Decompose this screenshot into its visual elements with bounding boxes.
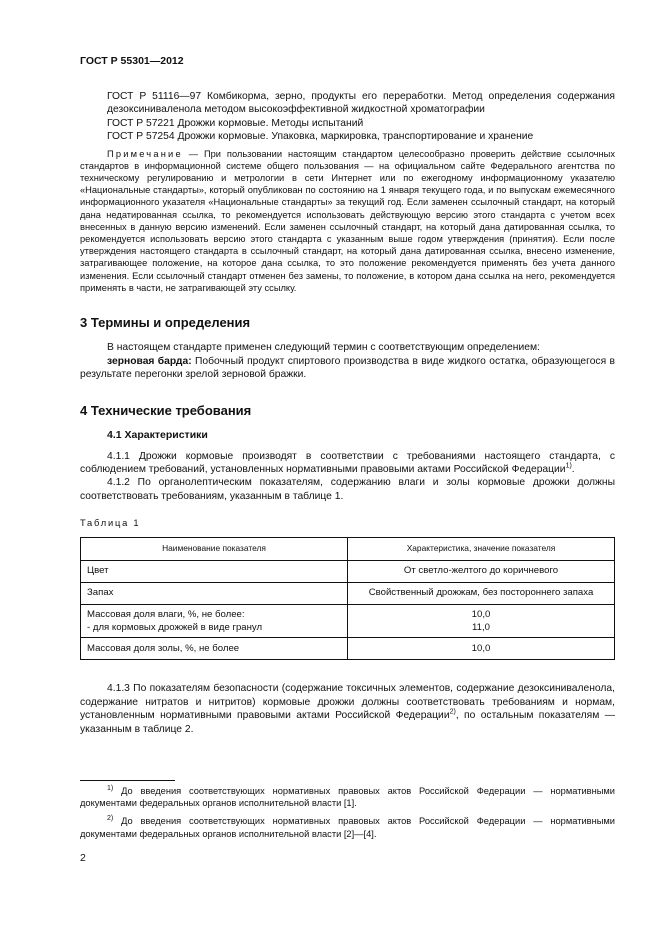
term-name: зерновая барда: — [107, 355, 192, 367]
footnote-1: $^{1)}$ До введения соответствующих нормативных правовых актов Российской Федерации — нормативными документами федеральных органов исполнительной власти [1]. — [80, 784, 615, 809]
document-body — [80, 90, 615, 736]
section-3-intro: В настоящем стандарте применен следующий термин с соответствующим определением: — [107, 342, 540, 354]
paragraph-4-1-1: 4.1.1 Дрожжи кормовые производят в соответствии с требованиями настоящего стандарта, с соблюдением требований, установленных нормативными правовыми актами Российской Федерации$^{1)}$. — [80, 450, 615, 475]
note-paragraph — [80, 148, 615, 294]
table-header-row — [81, 537, 615, 560]
table-row — [81, 638, 615, 660]
table-cell-name: Цвет — [81, 560, 348, 582]
document-header: ГОСТ Р 55301—2012 — [80, 55, 184, 67]
footnote-ref-1[interactable]: 1) — [565, 462, 572, 470]
column-header-name: Наименование показателя — [81, 537, 348, 560]
column-header-value: Характеристика, значение показателя — [348, 537, 615, 560]
table-cell-name: Массовая доля золы, %, не более — [81, 638, 348, 660]
subsection-4-1-heading: 4.1 Характеристики — [107, 429, 208, 442]
reference-gost-57254: ГОСТ Р 57254 Дрожжи кормовые. Упаковка, маркировка, транспортирование и хранение — [107, 131, 534, 143]
table-cell-value: 10,0 — [348, 638, 615, 660]
term-definition — [80, 355, 615, 382]
note-text: — При пользовании настоящим стандартом целесообразно проверить действие ссылочных стандартов в информационной системе общего пользования — на официальном сайте Федерального агентства по техническому регулированию и метрологии в сети Интернет или по ежегодному информационному указателю «Национальные стандарты», который опубликован по состоянию на 1 января текущего года, и по выпускам ежемесячного информационного указателя «Национальные стандарты» за текущий год. Если заменен ссылочный стандарт, на который дана недатированная ссылка, то рекомендуется использовать действующую версию этого стандарта с учетом всех внесенных в данную версию изменений. Если заменен ссылочный стандарт, на который дана датированная ссылка, то рекомендуется использовать версию этого стандарта с указанным выше годом утверждения (принятия). Если после утверждения настоящего стандарта в ссылочный стандарт, на который дана датированная ссылка, внесено изменение, затрагивающее положение, на которое дана ссылка, то это положение рекомендуется применять без учета данного изменения. Если ссылочный стандарт отменен без замены, то положение, в котором дана ссылка на него, рекомендуется применять в части, не затрагивающей эту ссылку. — [80, 148, 615, 293]
term-text: Побочный продукт спиртового производства в виде жидкого остатка, образующегося в результате перегонки зрелой зерновой бражки. — [80, 355, 615, 381]
table-cell-name: Массовая доля влаги, %, не более: - для кормовых дрожжей в виде гранул — [81, 604, 348, 638]
table-row — [81, 560, 615, 582]
note-label: Примечание — [107, 148, 183, 159]
footnote-ref-2[interactable]: 2) — [449, 708, 456, 716]
reference-gost-51116: ГОСТ Р 51116—97 Комбикорма, зерно, продукты его переработки. Метод определения содержания дезоксиниваленола методом высокоэффективной жидкостной хроматографии — [107, 91, 615, 116]
footnote-2: $^{2)}$ До введения соответствующих нормативных правовых актов Российской Федерации — нормативными документами федеральных органов исполнительной власти [2]—[4]. — [80, 815, 615, 839]
table-cell-value: От светло-желтого до коричневого — [348, 560, 615, 582]
table-1 — [80, 537, 615, 661]
section-4-heading: 4 Технические требования — [80, 402, 252, 418]
table-row — [81, 582, 615, 604]
footnote-divider — [80, 780, 175, 781]
table-cell-name: Запах — [81, 582, 348, 604]
footnotes — [80, 780, 615, 846]
paragraph-4-1-3: 4.1.3 По показателям безопасности (содержание токсичных элементов, содержание дезоксиниваленола, содержание нитратов и нитритов) кормовые дрожжи должны соответствовать требованиям и нормам, установленным нормативными правовыми актами Российской Федерации$^{2)}$, по остальным показателям — указанным в таблице 2. — [80, 683, 615, 735]
table-row — [81, 604, 615, 638]
paragraph-4-1-2: 4.1.2 По органолептическим показателям, содержанию влаги и золы кормовые дрожжи должны соответствовать требованиям, указанным в таблице 1. — [80, 477, 615, 502]
section-3-heading: 3 Термины и определения — [80, 315, 251, 331]
table-cell-value: 10,0 11,0 — [348, 604, 615, 638]
page-number: 2 — [80, 852, 86, 864]
table-1-caption: Таблица 1 — [80, 518, 141, 529]
table-cell-value: Свойственный дрожжам, без постороннего запаха — [348, 582, 615, 604]
reference-gost-57221: ГОСТ Р 57221 Дрожжи кормовые. Методы испытаний — [107, 117, 364, 129]
